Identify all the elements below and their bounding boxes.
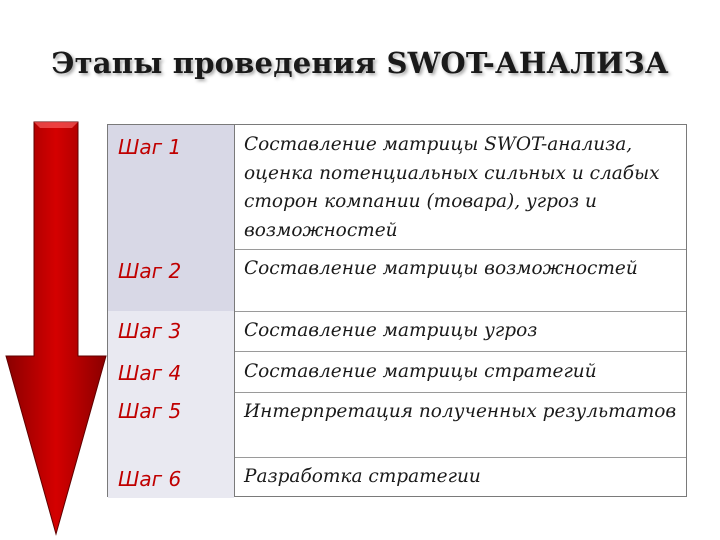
- step-label: Шаг 6: [118, 467, 182, 491]
- descriptions-column: [235, 125, 686, 496]
- steps-table: [107, 124, 687, 497]
- step-label: Шаг 2: [118, 259, 182, 283]
- steps-column: [108, 125, 235, 496]
- step-description: Разработка стратегии: [244, 466, 481, 487]
- step-description: Составление матрицы стратегий: [244, 361, 597, 382]
- step-label: Шаг 1: [118, 135, 182, 159]
- down-arrow-icon: [0, 118, 110, 538]
- step-label: Шаг 4: [118, 361, 182, 385]
- step-description: Составление матрицы возможностей: [244, 258, 638, 279]
- step-description: Составление матрицы угроз: [244, 320, 538, 341]
- page-title: Этапы проведения SWOT-АНАЛИЗА: [51, 46, 669, 80]
- step-label: Шаг 5: [118, 399, 182, 423]
- step-description: Составление матрицы SWOT-анализа, оценка потенциальных сильных и слабых сторон компании (товара), угроз и возможностей: [244, 134, 660, 241]
- step-description: Интерпретация полученных результатов: [244, 401, 677, 422]
- step-label: Шаг 3: [118, 319, 182, 343]
